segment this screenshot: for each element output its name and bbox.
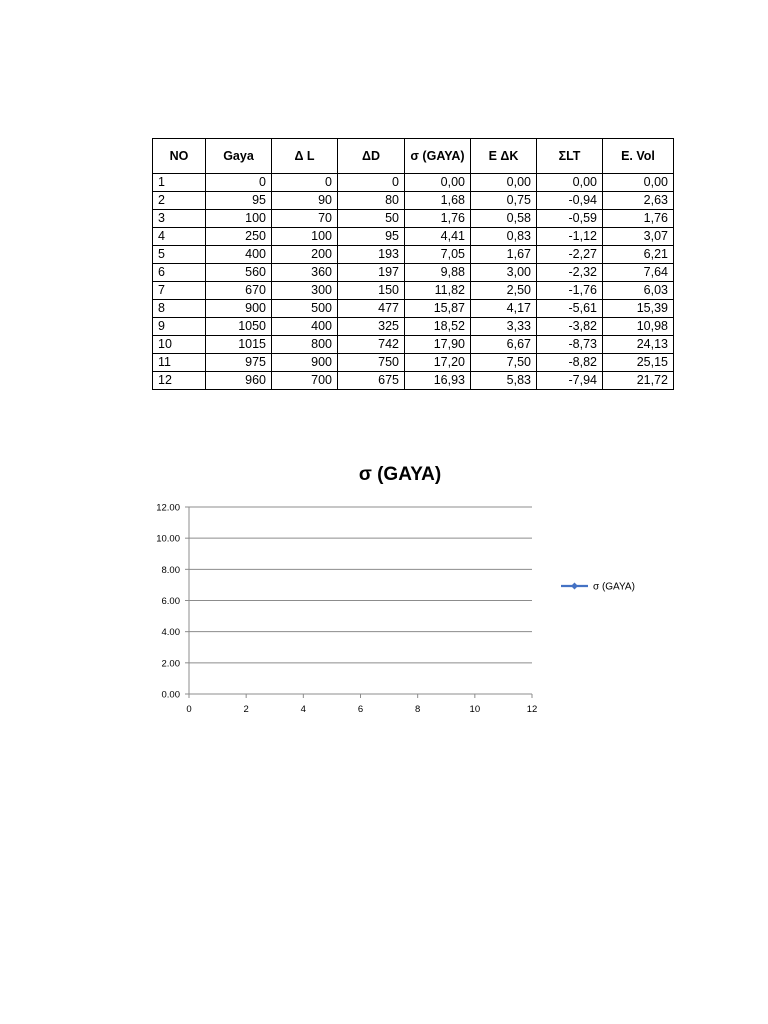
table-cell: 11,82 [405, 282, 471, 300]
table-cell: 95 [206, 192, 272, 210]
table-cell: 325 [338, 318, 405, 336]
table-cell: -2,32 [537, 264, 603, 282]
y-tick-label: 2.00 [161, 658, 180, 670]
table-cell: 7,64 [603, 264, 674, 282]
x-tick-label: 0 [186, 704, 192, 715]
table-cell: 4,41 [405, 228, 471, 246]
column-header-no: NO [153, 139, 206, 174]
table-cell: 4,17 [471, 300, 537, 318]
table-cell: 0,83 [471, 228, 537, 246]
table-cell: 0,00 [603, 174, 674, 192]
table-cell: -3,82 [537, 318, 603, 336]
table-cell: 400 [206, 246, 272, 264]
table-cell: 10 [153, 336, 206, 354]
y-tick-label: 8.00 [161, 564, 180, 576]
table-cell: -1,76 [537, 282, 603, 300]
table-cell: 17,90 [405, 336, 471, 354]
table-cell: 193 [338, 246, 405, 264]
table-cell: 15,87 [405, 300, 471, 318]
column-header-delta-d: ΔD [338, 139, 405, 174]
table-cell: 21,72 [603, 372, 674, 390]
table-cell: 700 [272, 372, 338, 390]
table-cell: 100 [206, 210, 272, 228]
table-cell: 2,50 [471, 282, 537, 300]
column-header-delta-l: Δ L [272, 139, 338, 174]
table-cell: 150 [338, 282, 405, 300]
table-cell: -1,12 [537, 228, 603, 246]
table-cell: 200 [272, 246, 338, 264]
column-header-gaya: Gaya [206, 139, 272, 174]
table-cell: 1015 [206, 336, 272, 354]
table-cell: 4 [153, 228, 206, 246]
table-cell: -0,94 [537, 192, 603, 210]
table-cell: 6 [153, 264, 206, 282]
table-cell: 12 [153, 372, 206, 390]
chart-title: σ (GAYA) [358, 464, 442, 485]
x-tick-label: 8 [415, 704, 421, 715]
table-cell: -8,73 [537, 336, 603, 354]
table-cell: 6,21 [603, 246, 674, 264]
x-tick-label: 2 [243, 704, 249, 715]
table-cell: 80 [338, 192, 405, 210]
table-cell: 11 [153, 354, 206, 372]
table-cell: 0,00 [471, 174, 537, 192]
table-cell: 742 [338, 336, 405, 354]
table-cell: 197 [338, 264, 405, 282]
table-cell: -5,61 [537, 300, 603, 318]
table-cell: 3,33 [471, 318, 537, 336]
legend-marker [571, 583, 578, 590]
table-cell: 250 [206, 228, 272, 246]
table-cell: 1,76 [603, 210, 674, 228]
table-cell: 560 [206, 264, 272, 282]
table-cell: 3,07 [603, 228, 674, 246]
x-tick-label: 12 [526, 704, 538, 715]
table-cell: 300 [272, 282, 338, 300]
x-tick-label: 6 [357, 704, 364, 715]
table-cell: 6,67 [471, 336, 537, 354]
legend-label: σ (GAYA) [593, 581, 635, 593]
table-cell: 16,93 [405, 372, 471, 390]
table-cell: 8 [153, 300, 206, 318]
table-cell: 670 [206, 282, 272, 300]
table-cell: 900 [206, 300, 272, 318]
table-cell: 960 [206, 372, 272, 390]
column-header-sigma-gaya: σ (GAYA) [405, 139, 471, 174]
table-cell: 95 [338, 228, 405, 246]
table-cell: 900 [272, 354, 338, 372]
y-tick-label: 4.00 [161, 627, 180, 639]
table-cell: 25,15 [603, 354, 674, 372]
table-cell: 2 [153, 192, 206, 210]
table-cell: 50 [338, 210, 405, 228]
table-cell: 24,13 [603, 336, 674, 354]
table-cell: 1,68 [405, 192, 471, 210]
column-header-e-vol: E. Vol [603, 139, 674, 174]
table-cell: 0,58 [471, 210, 537, 228]
table-cell: 3 [153, 210, 206, 228]
table-cell: -7,94 [537, 372, 603, 390]
table-cell: 6,03 [603, 282, 674, 300]
table-cell: 100 [272, 228, 338, 246]
table-cell: 800 [272, 336, 338, 354]
table-cell: -2,27 [537, 246, 603, 264]
y-tick-label: 12.00 [156, 502, 180, 514]
table-cell: 5,83 [471, 372, 537, 390]
table-cell: 5 [153, 246, 206, 264]
table-cell: 1,67 [471, 246, 537, 264]
x-tick-label: 10 [469, 704, 481, 715]
table-cell: 7,05 [405, 246, 471, 264]
table-cell: 7 [153, 282, 206, 300]
table-cell: 1,76 [405, 210, 471, 228]
y-tick-label: 0.00 [161, 689, 180, 701]
table-cell: 0,00 [537, 174, 603, 192]
x-tick-label: 4 [300, 704, 306, 715]
table-cell: 2,63 [603, 192, 674, 210]
table-cell: 0 [272, 174, 338, 192]
table-cell: 477 [338, 300, 405, 318]
table-cell: 675 [338, 372, 405, 390]
table-cell: -0,59 [537, 210, 603, 228]
y-tick-label: 10.00 [156, 533, 180, 545]
table-cell: 9 [153, 318, 206, 336]
table-cell: 0,75 [471, 192, 537, 210]
column-header-e-delta-k: E ΔK [471, 139, 537, 174]
y-tick-label: 6.00 [161, 596, 180, 607]
table-cell: 1 [153, 174, 206, 192]
table-cell: 17,20 [405, 354, 471, 372]
table-cell: 18,52 [405, 318, 471, 336]
table-cell: 400 [272, 318, 338, 336]
table-cell: 975 [206, 354, 272, 372]
table-cell: 0 [338, 174, 405, 192]
table-cell: 0 [206, 174, 272, 192]
column-header-sigma-lt: ΣLT [537, 139, 603, 174]
table-cell: 70 [272, 210, 338, 228]
table-cell: 360 [272, 264, 338, 282]
table-cell: 1050 [206, 318, 272, 336]
table-cell: 0,00 [405, 174, 471, 192]
table-cell: 15,39 [603, 300, 674, 318]
table-cell: 500 [272, 300, 338, 318]
table-cell: 9,88 [405, 264, 471, 282]
table-cell: 90 [272, 192, 338, 210]
table-cell: 7,50 [471, 354, 537, 372]
table-cell: -8,82 [537, 354, 603, 372]
table-cell: 750 [338, 354, 405, 372]
table-cell: 3,00 [471, 264, 537, 282]
table-cell: 10,98 [603, 318, 674, 336]
